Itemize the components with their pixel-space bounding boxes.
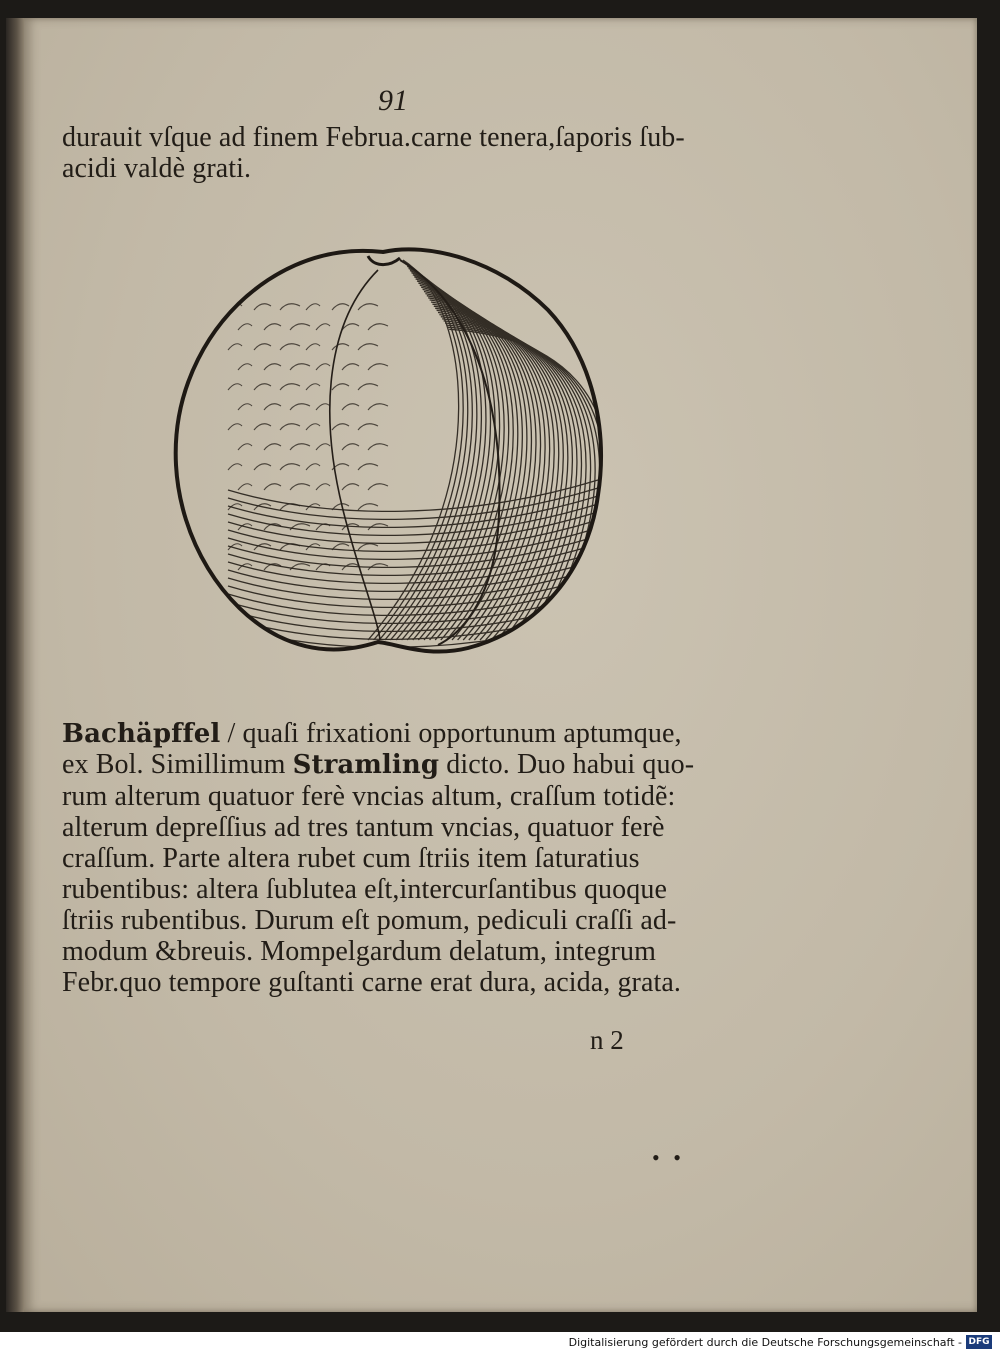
book-page (24, 18, 977, 1312)
page-number: 91 (378, 84, 408, 117)
blackletter-term: Bachäpffel (62, 719, 221, 749)
signature-mark: n 2 (590, 1025, 624, 1055)
body-line-5: craſſum. Parte altera rubet cum ſtriis item ſaturatius (62, 843, 640, 874)
top-text-line-2: acidi valdè grati. (62, 153, 252, 184)
body-line-7: ſtriis rubentibus. Durum eſt pomum, pediculi craſſi ad- (62, 905, 677, 936)
top-text-line-1: durauit vſque ad finem Februa.carne tenera,ſaporis ſub- (62, 122, 685, 153)
footer-credit: Digitalisierung gefördert durch die Deutsche Forschungsgemeinschaft - (568, 1336, 962, 1349)
body-line-6: rubentibus: altera ſublutea eſt,intercurſantibus quoque (62, 874, 667, 905)
body-line-9: Febr.quo tempore guſtanti carne erat dura, acida, grata. (62, 967, 682, 998)
dfg-logo: DFG (966, 1335, 992, 1349)
digitization-footer (0, 1332, 1000, 1353)
page-binding-edge (6, 18, 24, 1312)
ornament-dots: • • (652, 1145, 685, 1170)
body-line-1: Bachäpffel / quaſi frixationi opportunum aptumque, (62, 718, 682, 749)
body-line-4: alterum depreſſius ad tres tantum vncias, quatuor ferè (62, 812, 665, 843)
body-line-8: modum &breuis. Mompelgardum delatum, integrum (62, 936, 656, 967)
body-line-3: rum alterum quatuor ferè vncias altum, craſſum totidẽ: (62, 781, 676, 812)
body-line-2: ex Bol. Simillimum Stramling dicto. Duo habui quo- (62, 749, 695, 780)
blackletter-term: Stramling (292, 750, 440, 780)
apple-woodcut-icon (168, 240, 608, 660)
